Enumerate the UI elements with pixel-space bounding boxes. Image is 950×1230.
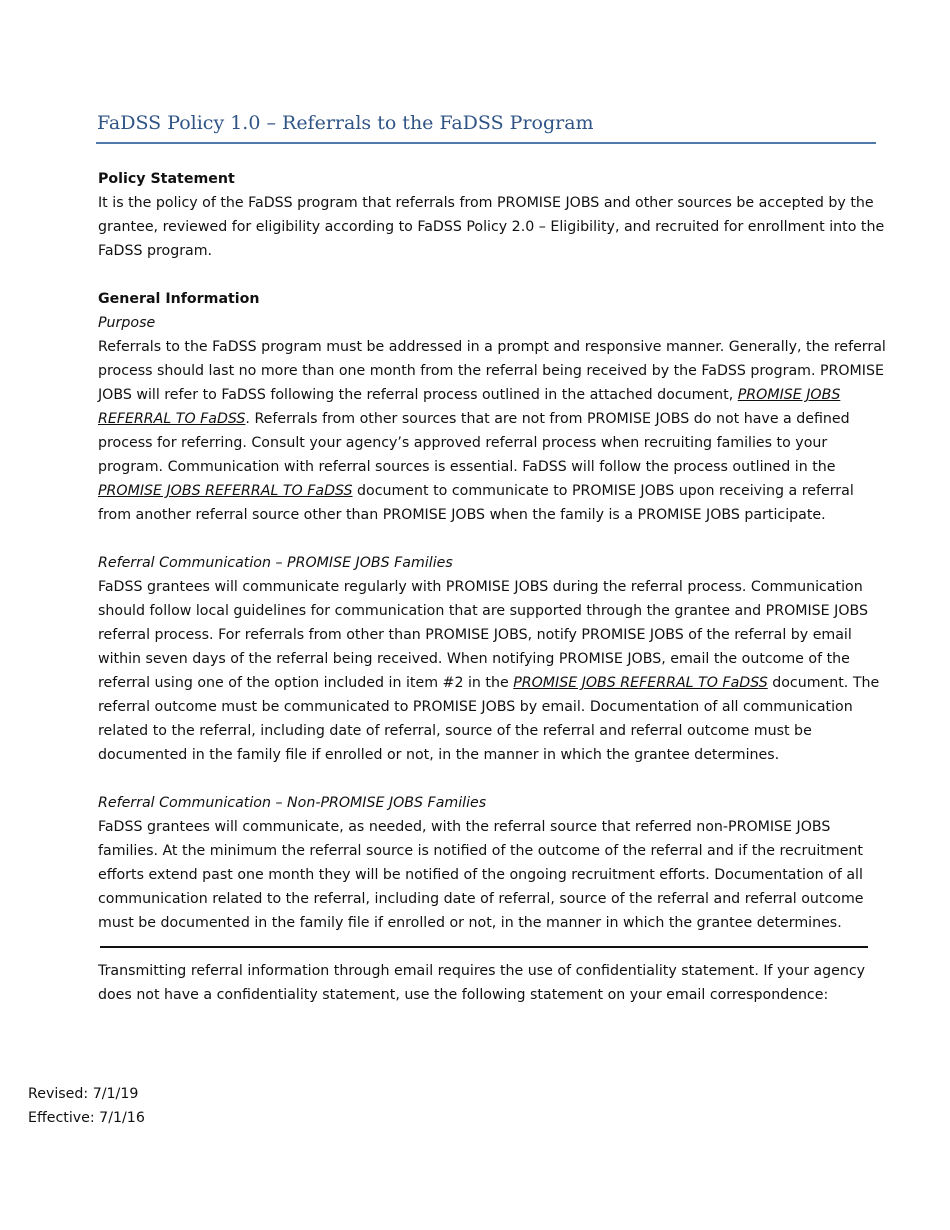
page-title: FaDSS Policy 1.0 – Referrals to the FaDSS Program: [97, 112, 594, 134]
pj-families-text-2: document. The referral outcome must be communicated to PROMISE JOBS by email. Documentation of all communication related to the referral, including date of referral, source of the referral and referral outcome must be documented in the family file if enrolled or not, in the manner in which the grantee determines.: [98, 675, 880, 763]
referral-document-link[interactable]: PROMISE JOBS REFERRAL TO FaDSS: [513, 675, 768, 691]
referral-document-link[interactable]: PROMISE JOBS REFERRAL TO FaDSS: [98, 387, 841, 427]
title-divider: [96, 142, 876, 144]
section-divider: [100, 946, 868, 948]
referral-document-link[interactable]: PROMISE JOBS REFERRAL TO FaDSS: [98, 483, 353, 499]
pj-families-text-1: FaDSS grantees will communicate regularly with PROMISE JOBS during the referral process. Communication should follow local guidelines for communication that are supported through the grantee and PROMISE JOBS referral process. For referrals from other than PROMISE JOBS, notify PROMISE JOBS of the referral by email within seven days of the referral being received. When notifying PROMISE JOBS, email the outcome of the referral using one of the option included in item #2 in the: [98, 579, 868, 691]
purpose-label: Purpose: [98, 315, 156, 331]
purpose-text-2: . Referrals from other sources that are not from PROMISE JOBS do not have a defined process for referring. Consult your agency’s approved referral process when recruiting families to your program. Communication with referral sources is essential. FaDSS will follow the process outlined in the: [98, 411, 850, 475]
pj-families-label: Referral Communication – PROMISE JOBS Families: [98, 555, 453, 571]
non-pj-families-text: FaDSS grantees will communicate, as needed, with the referral source that referred non-PROMISE JOBS families. At the minimum the referral source is notified of the outcome of the referral and if the recruitment efforts extend past one month they will be notified of the ongoing recruitment efforts. Documentation of all communication related to the referral, including date of referral, source of the referral and referral outcome must be documented in the family file if enrolled or not, in the manner in which the grantee determines.: [98, 819, 864, 931]
purpose-text-3: document to communicate to PROMISE JOBS upon receiving a referral from another referral source other than PROMISE JOBS when the family is a PROMISE JOBS participate.: [98, 483, 854, 523]
footer: [28, 1082, 145, 1130]
policy-statement-heading: Policy Statement: [98, 171, 235, 187]
revised-date: Revised: 7/1/19: [28, 1086, 139, 1102]
purpose-paragraph: [98, 335, 888, 527]
general-information-heading: General Information: [98, 291, 260, 307]
non-pj-families-label: Referral Communication – Non-PROMISE JOBS Families: [98, 795, 487, 811]
purpose-text-1: Referrals to the FaDSS program must be addressed in a prompt and responsive manner. Generally, the referral process should last no more than one month from the referral being received by the FaDSS program. PROMISE JOBS will refer to FaDSS following the referral process outlined in the attached document,: [98, 339, 886, 403]
confidentiality-text: Transmitting referral information through email requires the use of confidentiality statement. If your agency does not have a confidentiality statement, use the following statement on your email correspondence:: [98, 963, 866, 1003]
document-body: [98, 167, 888, 1007]
pj-families-paragraph: [98, 575, 888, 767]
effective-date: Effective: 7/1/16: [28, 1110, 145, 1126]
policy-statement-text: It is the policy of the FaDSS program that referrals from PROMISE JOBS and other sources be accepted by the grantee, reviewed for eligibility according to FaDSS Policy 2.0 – Eligibility, and recruited for enrollment into the FaDSS program.: [98, 195, 885, 259]
